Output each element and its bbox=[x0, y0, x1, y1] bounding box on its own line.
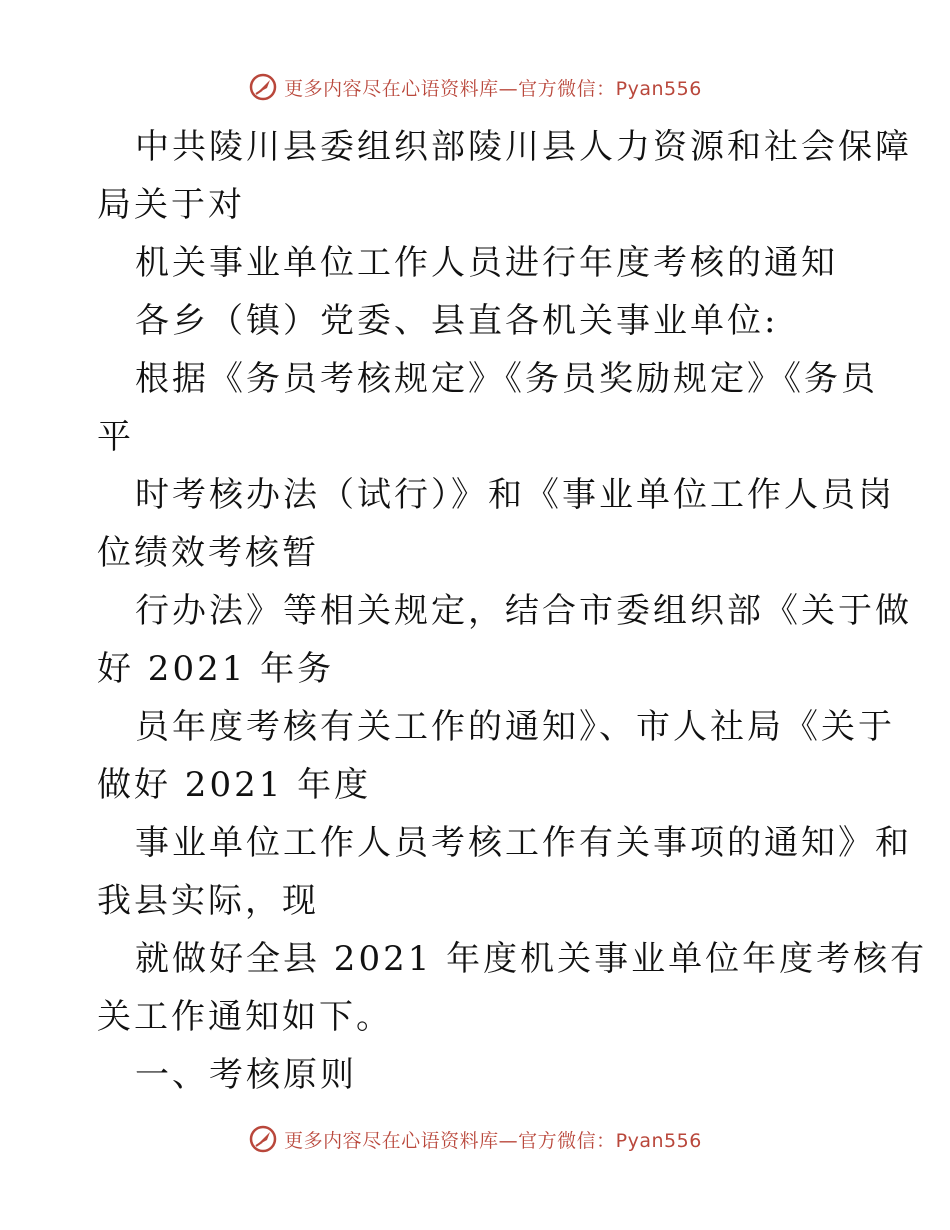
doc-line: 事业单位工作人员考核工作有关事项的通知》和 bbox=[135, 823, 912, 863]
doc-line: 员年度考核有关工作的通知》、市人社局《关于 bbox=[135, 707, 895, 747]
section-heading: 一、考核原则 bbox=[135, 1055, 357, 1095]
doc-line: 行办法》等相关规定，结合市委组织部《关于做 bbox=[135, 591, 912, 631]
doc-line: 中共陵川县委组织部陵川县人力资源和社会保障 bbox=[135, 127, 912, 167]
doc-salutation: 各乡（镇）党委、县直各机关事业单位: bbox=[135, 301, 779, 341]
document-body bbox=[97, 118, 928, 1104]
quill-logo-icon bbox=[248, 1124, 278, 1154]
watermark-text: 更多内容尽在心语资料库—官方微信：Pyan556 bbox=[284, 1129, 702, 1152]
doc-line: 关工作通知如下。 bbox=[97, 997, 393, 1037]
doc-line: 就做好全县 2021 年度机关事业单位年度考核有 bbox=[135, 939, 928, 979]
doc-line: 局关于对 bbox=[97, 185, 245, 225]
doc-line: 根据《务员考核规定》《务员奖励规定》《务员 bbox=[135, 359, 878, 399]
doc-line: 我县实际，现 bbox=[97, 881, 319, 921]
watermark-text: 更多内容尽在心语资料库—官方微信：Pyan556 bbox=[284, 77, 702, 100]
doc-line: 平 bbox=[97, 417, 134, 457]
doc-line: 位绩效考核暂 bbox=[97, 533, 319, 573]
doc-line: 好 2021 年务 bbox=[97, 649, 335, 689]
watermark-footer bbox=[0, 1124, 950, 1154]
doc-title-line: 机关事业单位工作人员进行年度考核的通知 bbox=[135, 243, 838, 283]
watermark-header bbox=[0, 72, 950, 102]
doc-line: 做好 2021 年度 bbox=[97, 765, 372, 805]
quill-logo-icon bbox=[248, 72, 278, 102]
doc-line: 时考核办法（试行）》和《事业单位工作人员岗 bbox=[135, 475, 895, 515]
